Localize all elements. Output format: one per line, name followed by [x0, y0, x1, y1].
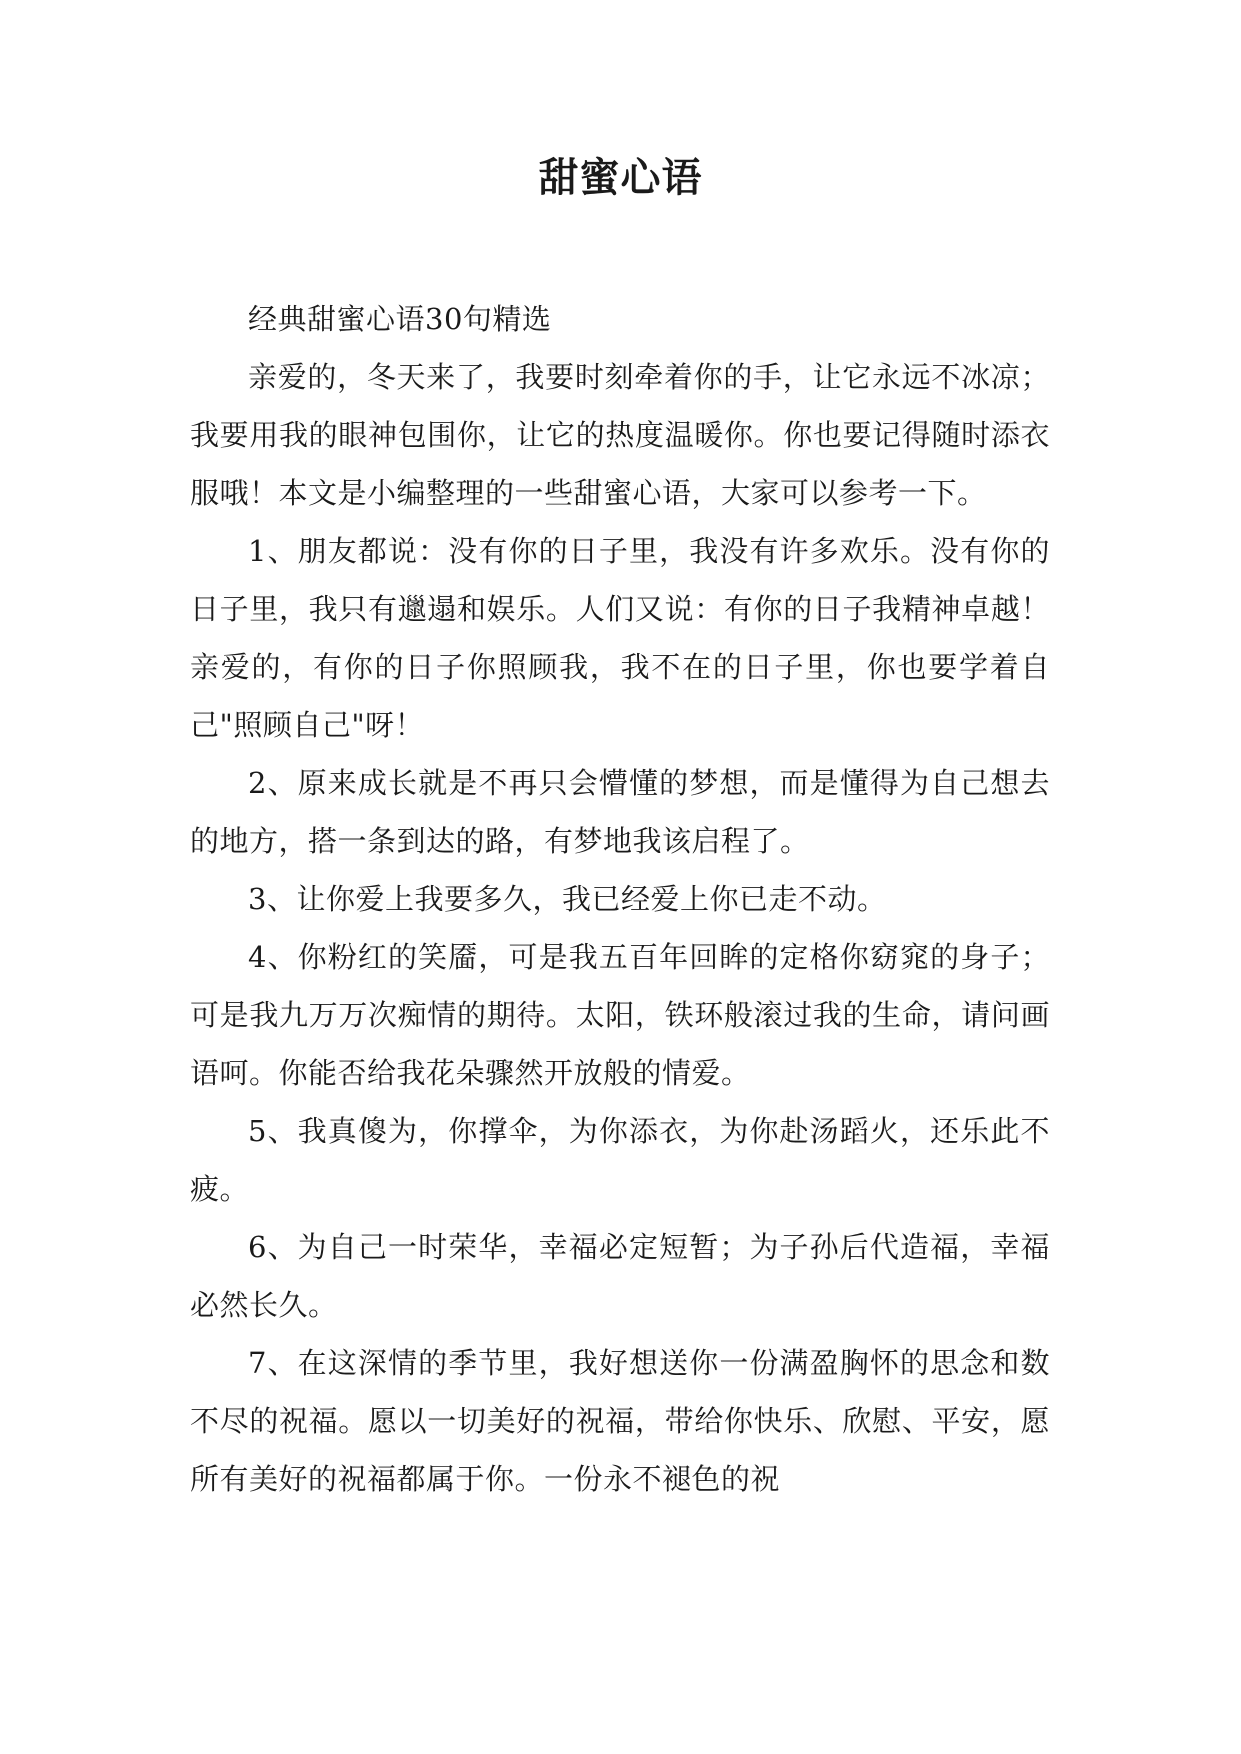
paragraph-item-1: 1、朋友都说：没有你的日子里，我没有许多欢乐。没有你的日子里，我只有邋遢和娱乐。人们又说：有你的日子我精神卓越！亲爱的，有你的日子你照顾我，我不在的日子里，你也要学着自己"照顾自己"呀！ — [190, 534, 1050, 742]
paragraph-item-2: 2、原来成长就是不再只会懵懂的梦想，而是懂得为自己想去的地方，搭一条到达的路，有梦地我该启程了。 — [190, 766, 1050, 858]
paragraph-intro: 亲爱的，冬天来了，我要时刻牵着你的手，让它永远不冰凉；我要用我的眼神包围你，让它的热度温暖你。你也要记得随时添衣服哦！本文是小编整理的一些甜蜜心语，大家可以参考一下。 — [190, 360, 1050, 510]
document-body — [190, 290, 1050, 1508]
paragraph-item-5: 5、我真傻为，你撑伞，为你添衣，为你赴汤蹈火，还乐此不疲。 — [190, 1114, 1050, 1206]
paragraph-heading: 经典甜蜜心语30句精选 — [248, 302, 552, 336]
document-title: 甜蜜心语 — [538, 155, 703, 201]
paragraph-item-4: 4、你粉红的笑靥，可是我五百年回眸的定格你窈窕的身子；可是我九万万次痴情的期待。太阳，铁环般滚过我的生命，请问画语呵。你能否给我花朵骤然开放般的情爱。 — [190, 940, 1050, 1090]
paragraph-item-7: 7、在这深情的季节里，我好想送你一份满盈胸怀的思念和数不尽的祝福。愿以一切美好的祝福，带给你快乐、欣慰、平安，愿所有美好的祝福都属于你。一份永不褪色的祝 — [190, 1346, 1050, 1496]
paragraph-item-6: 6、为自己一时荣华，幸福必定短暂；为子孙后代造福，幸福必然长久。 — [190, 1230, 1050, 1322]
paragraph-item-3: 3、让你爱上我要多久，我已经爱上你已走不动。 — [248, 882, 887, 916]
